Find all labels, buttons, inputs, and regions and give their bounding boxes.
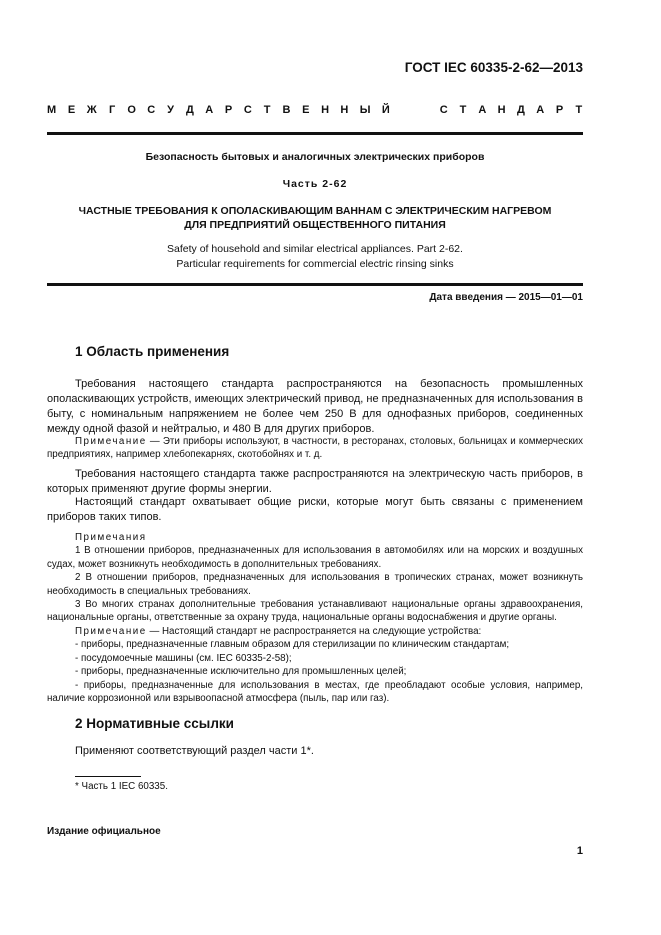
- note-item-2: 2 В отношении приборов, предназначенных для использования в тропических странах, может возникнуть необходимость в специальных требованиях.: [47, 572, 583, 597]
- note-1-text: — Эти приборы используют, в частности, в ресторанах, столовых, больницах и коммерческих предприятиях, например хлебопекарнях, скотобойнях и т. д.: [47, 436, 583, 461]
- banner-letter: О: [127, 104, 136, 116]
- banner-letter: В: [282, 104, 291, 116]
- banner-letter: Р: [224, 104, 233, 116]
- footnote: * Часть 1 IEC 60335.: [75, 781, 168, 792]
- note-2-block: [47, 625, 583, 705]
- note-1-label: Примечание: [75, 436, 147, 447]
- english-title: [47, 242, 583, 272]
- banner-letter: Д: [517, 104, 525, 116]
- banner-letter: Н: [321, 104, 330, 116]
- banner-letter: Г: [108, 104, 116, 116]
- note-2: [47, 625, 583, 638]
- excluded-item-1: - приборы, предназначенные главным образом для стерилизации по клиническим стандартам;: [75, 639, 510, 651]
- section-2-heading: 2 Нормативные ссылки: [75, 716, 234, 731]
- english-title-line-2: Particular requirements for commercial electric rinsing sinks: [176, 258, 454, 270]
- banner-letter: Н: [497, 104, 506, 116]
- banner-letter: [401, 104, 409, 116]
- banner-letter: Е: [67, 104, 76, 116]
- banner-letter: А: [536, 104, 545, 116]
- banner-letter: С: [439, 104, 448, 116]
- date-of-introduction: Дата введения — 2015—01—01: [429, 292, 583, 303]
- general-title: Безопасность бытовых и аналогичных электрических приборов: [145, 151, 485, 163]
- special-title: [47, 204, 583, 232]
- header-rule: [47, 132, 583, 135]
- banner-letter: Е: [302, 104, 310, 116]
- section-1-paragraph-2: Требования настоящего стандарта также распространяются на электрическую часть приборов, в которых применяют другие формы энергии.: [47, 468, 583, 495]
- banner-letter: Ы: [359, 104, 371, 116]
- banner-letter: Р: [555, 104, 564, 116]
- banner-letter: Ж: [86, 104, 97, 116]
- excluded-item-3: - приборы, предназначенные исключительно для промышленных целей;: [75, 666, 407, 678]
- banner-letter: Й: [381, 104, 390, 116]
- note-1: [47, 435, 583, 462]
- banner-letter: А: [478, 104, 487, 116]
- note-2-text: — Настоящий стандарт не распространяется на следующие устройства:: [146, 626, 482, 637]
- banner-letter: Т: [459, 104, 467, 116]
- section-1-paragraph-1: Требования настоящего стандарта распространяются на безопасность промышленных ополаскивающих устройств, имеющих электрический привод, не предназначенных для использования в быту, с номинальным напряжением не более чем 250 В для однофазных приборов, соединенных между одной фазой и нейтралью, и 480 В для других приборов.: [47, 378, 583, 435]
- page-number: 1: [576, 845, 583, 857]
- banner-letter: Н: [340, 104, 349, 116]
- banner-letter: [420, 104, 428, 116]
- section-2-paragraph-1: Применяют соответствующий раздел части 1*.: [75, 745, 314, 757]
- notes-block: [47, 531, 583, 625]
- excluded-item-2: - посудомоечные машины (см. IEC 60335-2-58);: [75, 652, 292, 664]
- banner-letter: Т: [263, 104, 271, 116]
- part-number: Часть 2-62: [282, 178, 348, 190]
- official-edition-label: Издание официальное: [47, 826, 161, 837]
- note-item-3: 3 Во многих странах дополнительные требования устанавливают национальные органы здравоохранения, национальные органы, ответственные за охрану труда, национальные органы водоснабжения и другие органы.: [47, 599, 583, 624]
- banner-letter: С: [243, 104, 252, 116]
- special-title-line-1: ЧАСТНЫЕ ТРЕБОВАНИЯ К ОПОЛАСКИВАЮЩИМ ВАННАМ С ЭЛЕКТРИЧЕСКИМ НАГРЕВОМ: [78, 205, 552, 217]
- excluded-item-4: - приборы, предназначенные для использования в местах, где преобладают особые условия, например, наличие коррозионной или взрывоопасной атмосфера (пыль, пар или газ).: [47, 679, 583, 705]
- banner-letter: Т: [575, 104, 583, 116]
- banner-letter: Д: [185, 104, 194, 116]
- note-2-label: Примечание: [75, 626, 147, 637]
- section-1-paragraph-3: Настоящий стандарт охватывает общие риски, которые могут быть связаны с применением приборов таких типов.: [47, 496, 583, 523]
- section-1-heading: 1 Область применения: [75, 344, 230, 359]
- banner-letter: А: [205, 104, 214, 116]
- title-rule: [47, 283, 583, 286]
- special-title-line-2: ДЛЯ ПРЕДПРИЯТИЙ ОБЩЕСТВЕННОГО ПИТАНИЯ: [184, 219, 446, 231]
- banner-letter: М: [47, 104, 57, 116]
- notes-label: Примечания: [75, 532, 147, 543]
- note-item-1: 1 В отношении приборов, предназначенных для использования в автомобилях или на морских и воздушных судах, может возникнуть необходимость в дополнительных требованиях.: [47, 545, 583, 570]
- footnote-rule: [75, 776, 141, 777]
- standard-code: ГОСТ IEC 60335-2-62—2013: [404, 60, 583, 75]
- banner-letter: С: [147, 104, 156, 116]
- english-title-line-1: Safety of household and similar electrical appliances. Part 2-62.: [167, 243, 463, 255]
- interstate-standard-banner: [47, 104, 583, 116]
- banner-letter: У: [167, 104, 174, 116]
